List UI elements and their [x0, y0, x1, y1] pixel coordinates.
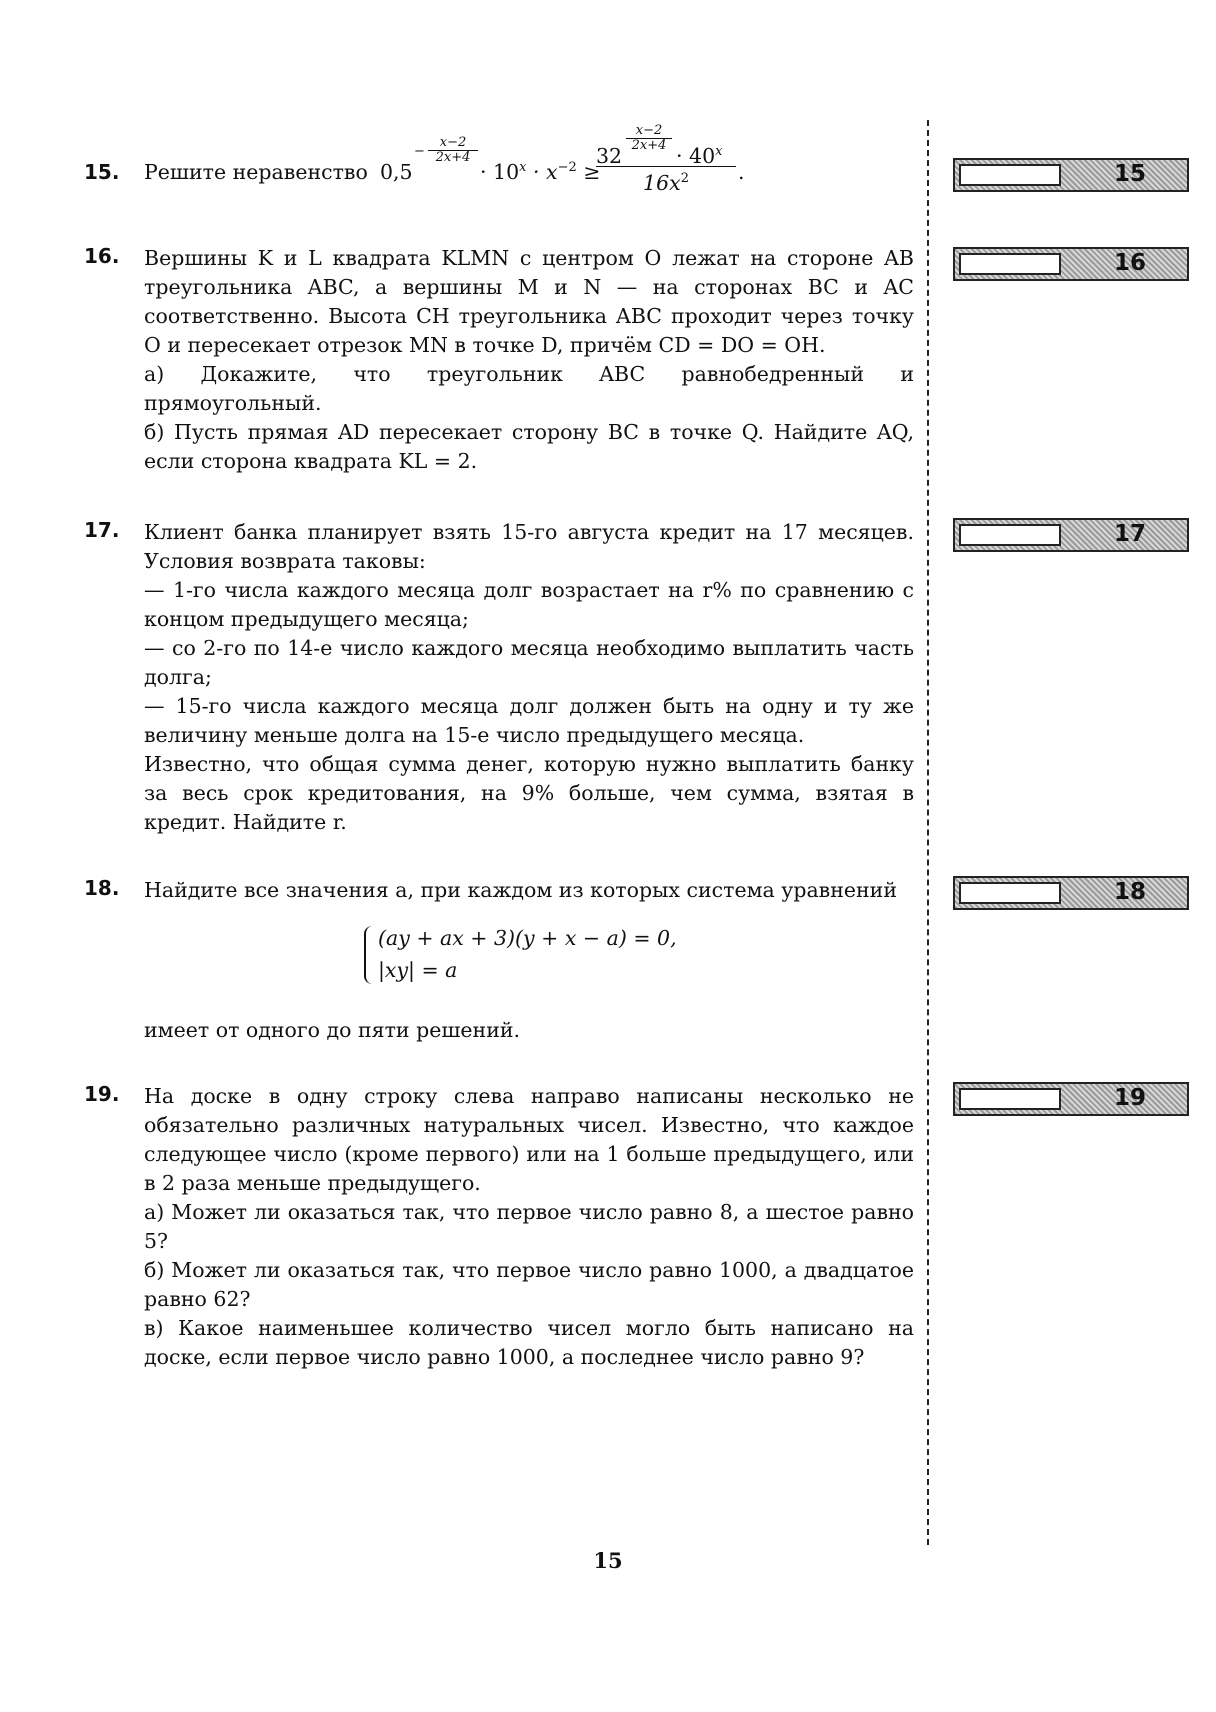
problem-intro: Найдите все значения a, при каждом из которых система уравнений — [144, 878, 898, 902]
answer-box-17 — [953, 518, 1189, 552]
part-b: б) Пусть прямая AD пересекает сторону BC в точке Q. Найдите AQ, если сторона квадрата KL = 2. — [144, 420, 914, 473]
cut-line — [927, 120, 929, 1545]
part-a: а) Докажите, что треугольник ABC равнобедренный и прямоугольный. — [144, 362, 914, 415]
problem-number: 17. — [84, 518, 120, 542]
problem-question: Известно, что общая сумма денег, которую нужно выплатить банку за весь срок кредитования, на 9% больше, чем сумма, взятая в кредит. Найдите r. — [144, 752, 914, 834]
condition-3: — 15-го числа каждого месяца долг должен быть на одну и ту же величину меньше долга на 15-е число предыдущего месяца. — [144, 694, 914, 747]
page-number: 15 — [593, 1548, 623, 1573]
system-brace — [364, 926, 376, 984]
formula-middle: · $10^x \cdot x^{-2}$ ≥ — [480, 160, 601, 184]
problem-number: 18. — [84, 876, 120, 900]
condition-2: — со 2-го по 14-е число каждого месяца необходимо выплатить часть долга; — [144, 636, 914, 689]
answer-field[interactable] — [959, 164, 1061, 186]
part-c: в) Какое наименьшее количество чисел могло быть написано на доске, если первое число равно 1000, а последнее число равно 9? — [144, 1316, 914, 1369]
problem-question: имеет от одного до пяти решений. — [144, 1018, 521, 1042]
problem-number: 16. — [84, 244, 120, 268]
inequality-formula: Решите неравенство 0,5 − x−2 2x+4 · $10^x \cdot x^{-2}$ ≥ 32 x−2 2x+4 · $40^x$ $16x^2$ . — [144, 123, 745, 195]
answer-field[interactable] — [959, 253, 1061, 275]
problem-statement: На доске в одну строку слева направо написаны несколько не обязательно различных натуральных чисел. Известно, что каждое следующее число (кроме первого) или на 1 больше предыдущего, или в 2 раза меньше предыдущего. — [144, 1084, 914, 1195]
answer-field[interactable] — [959, 1088, 1061, 1110]
exponent-sign: − — [414, 144, 425, 159]
answer-label: 18 — [1113, 879, 1146, 905]
problem-19 — [84, 1082, 914, 1372]
problem-number: 15. — [84, 160, 120, 184]
problem-16 — [84, 244, 914, 476]
answer-box-18 — [953, 876, 1189, 910]
answer-label: 19 — [1113, 1085, 1146, 1111]
answer-box-15 — [953, 158, 1189, 192]
problem-18-outro — [84, 1016, 914, 1045]
problem-statement: Вершины K и L квадрата KLMN с центром O лежат на стороне AB треугольника ABC, а вершины M и N — на сторонах BC и AC соответственно. Высота CH треугольника ABC проходит через точку O и пересекает отрезок MN в точке D, причём CD = DO = OH. — [144, 246, 914, 357]
problem-17 — [84, 518, 914, 837]
answer-field[interactable] — [959, 882, 1061, 904]
answer-label: 17 — [1113, 521, 1146, 547]
formula-base: 0,5 — [380, 160, 413, 184]
condition-1: — 1-го числа каждого месяца долг возрастает на r% по сравнению с концом предыдущего месяца; — [144, 578, 914, 631]
problem-number: 19. — [84, 1082, 120, 1106]
formula-fraction: 32 x−2 2x+4 · $40^x$ $16x^2$ — [596, 128, 736, 195]
answer-label: 15 — [1113, 161, 1146, 187]
answer-box-19 — [953, 1082, 1189, 1116]
part-a: а) Может ли оказаться так, что первое число равно 8, а шестое равно 5? — [144, 1200, 914, 1253]
answer-label: 16 — [1113, 250, 1146, 276]
formula-exponent: x−2 2x+4 — [428, 136, 478, 165]
problem-statement: Решите неравенство — [144, 160, 368, 184]
problem-18 — [84, 876, 914, 905]
answer-box-16 — [953, 247, 1189, 281]
part-b: б) Может ли оказаться так, что первое число равно 1000, а двадцатое равно 62? — [144, 1258, 914, 1311]
problem-intro: Клиент банка планирует взять 15-го августа кредит на 17 месяцев. Условия возврата таковы: — [144, 520, 914, 573]
answer-field[interactable] — [959, 524, 1061, 546]
equation-system — [378, 922, 677, 986]
equation-2: |xy| = a — [378, 958, 458, 982]
equation-1: (ay + ax + 3)(y + x − a) = 0, — [378, 926, 677, 950]
